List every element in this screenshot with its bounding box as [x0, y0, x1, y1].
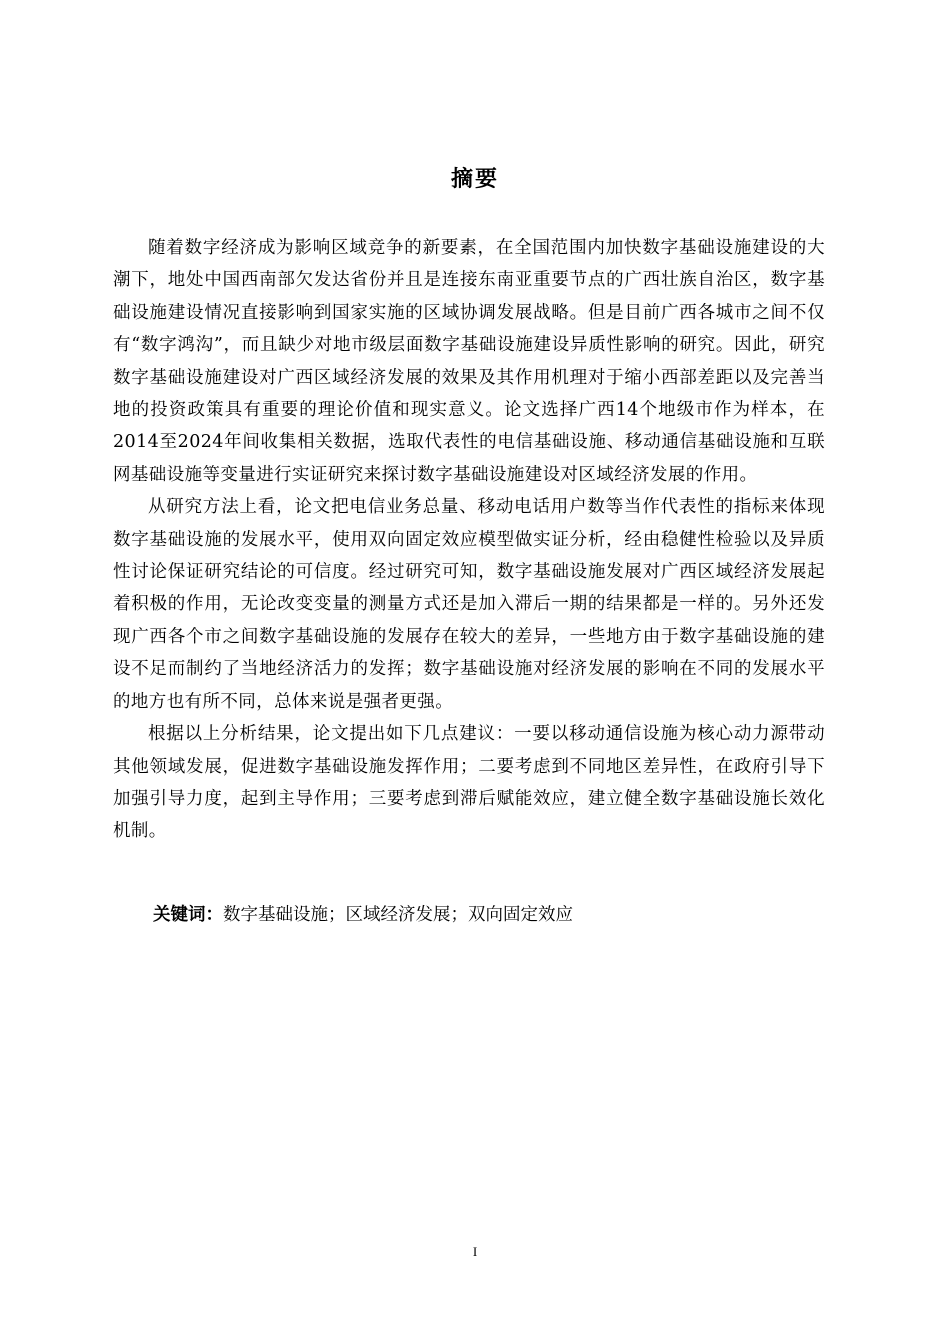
abstract-paragraph-2: 从研究方法上看，论文把电信业务总量、移动电话用户数等当作代表性的指标来体现数字基础设施的发展水平，使用双向固定效应模型做实证分析，经由稳健性检验以及异质性讨论保证研究结论的可信度。经过研究可知，数字基础设施发展对广西区域经济发展起着积极的作用，无论改变变量的测量方式还是加入滞后一期的结果都是一样的。另外还发现广西各个市之间数字基础设施的发展存在较大的差异，一些地方由于数字基础设施的建设不足而制约了当地经济活力的发挥；数字基础设施对经济发展的影响在不同的发展水平的地方也有所不同，总体来说是强者更强。: [113, 497, 825, 712]
keywords-value: 数字基础设施；区域经济发展；双向固定效应: [223, 905, 573, 925]
keywords-label: 关键词：: [153, 905, 223, 925]
page-title: 摘要: [450, 167, 499, 192]
page-number: I: [472, 1244, 478, 1259]
abstract-paragraph-3: 根据以上分析结果，论文提出如下几点建议：一要以移动通信设施为核心动力源带动其他领域发展，促进数字基础设施发挥作用；二要考虑到不同地区差异性，在政府引导下加强引导力度，起到主导作用；三要考虑到滞后赋能效应，建立健全数字基础设施长效化机制。: [113, 724, 825, 842]
abstract-paragraph-1: 随着数字经济成为影响区域竞争的新要素，在全国范围内加快数字基础设施建设的大潮下，地处中国西南部欠发达省份并且是连接东南亚重要节点的广西壮族自治区，数字基础设施建设情况直接影响到国家实施的区域协调发展战略。但是目前广西各城市之间不仅有“数字鸿沟”，而且缺少对地市级层面数字基础设施建设异质性影响的研究。因此，研究数字基础设施建设对广西区域经济发展的效果及其作用机理对于缩小西部差距以及完善当地的投资政策具有重要的理论价值和现实意义。论文选择广西14个地级市作为样本，在2014至2024年间收集相关数据，选取代表性的电信基础设施、移动通信基础设施和互联网基础设施等变量进行实证研究来探讨数字基础设施建设对区域经济发展的作用。: [113, 238, 825, 485]
keywords-line: [153, 899, 573, 931]
abstract-body: [113, 232, 825, 848]
